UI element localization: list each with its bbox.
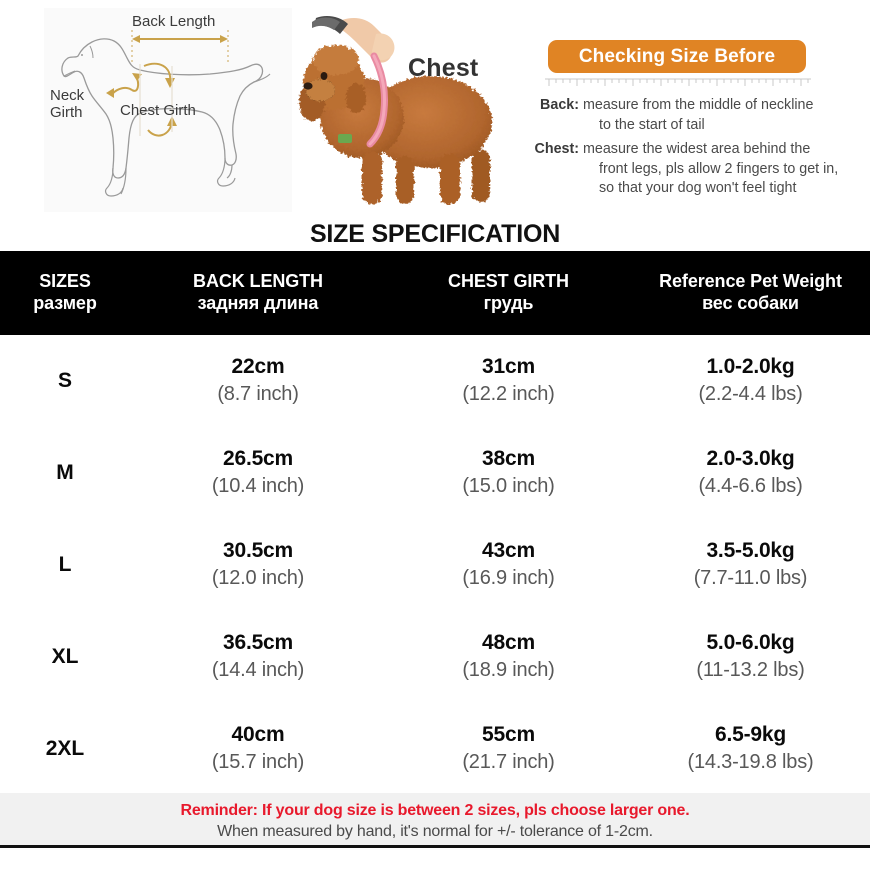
pet-weight-lbs: (7.7-11.0 lbs) [693, 567, 808, 589]
table-cell-pet-weight [631, 354, 870, 408]
chest-girth-inch: (21.7 inch) [462, 751, 555, 773]
table-cell-back-length [130, 538, 386, 592]
back-length-cm: 36.5cm [222, 631, 294, 654]
size-value: S [57, 369, 72, 392]
instruction-chest-line2: front legs, pls allow 2 fingers to get in, [599, 160, 839, 177]
column-header-sizes-en: SIZES [39, 271, 91, 291]
size-value: 2XL [45, 737, 85, 760]
table-cell-back-length [130, 354, 386, 408]
instruction-back [525, 96, 855, 135]
footer-reminder: Reminder: If your dog size is between 2 sizes, pls choose larger one. [180, 802, 690, 819]
table-cell-chest-girth [386, 446, 631, 500]
instruction-list [525, 96, 855, 204]
column-header-chest-girth-ru: грудь [483, 293, 534, 313]
pet-weight-kg: 3.5-5.0kg [706, 539, 795, 562]
checking-size-banner: Checking Size Before Buying [548, 40, 806, 73]
page-title: SIZE SPECIFICATION [309, 220, 561, 248]
table-cell-chest-girth [386, 538, 631, 592]
table-cell-pet-weight [631, 538, 870, 592]
pet-weight-lbs: (11-13.2 lbs) [696, 659, 805, 681]
footer-tolerance: When measured by hand, it's normal for +/- tolerance of 1-2cm. [217, 823, 653, 840]
ruler-icon [543, 75, 813, 91]
back-length-cm: 30.5cm [222, 539, 294, 562]
table-cell-pet-weight [631, 722, 870, 776]
top-illustration-panel [0, 0, 870, 218]
back-length-cm: 22cm [231, 355, 285, 378]
poodle-photo [290, 14, 530, 214]
table-row [0, 519, 870, 611]
table-cell-size [0, 369, 130, 393]
instruction-back-key: Back: [540, 97, 579, 113]
measuring-instructions-panel [525, 30, 855, 210]
pet-weight-lbs: (2.2-4.4 lbs) [698, 383, 803, 405]
instruction-chest-line1: measure the widest area behind the [583, 141, 811, 157]
table-cell-size [0, 461, 130, 485]
chest-girth-inch: (18.9 inch) [462, 659, 555, 681]
size-value: M [56, 461, 74, 484]
table-cell-back-length [130, 630, 386, 684]
table-cell-pet-weight [631, 630, 870, 684]
column-header-chest-girth-en: CHEST GIRTH [448, 271, 569, 291]
table-row [0, 427, 870, 519]
chest-girth-cm: 38cm [482, 447, 535, 470]
photo-label-chest: Chest [408, 54, 479, 82]
instruction-chest-key: Chest: [534, 141, 579, 157]
instruction-back-line1: measure from the middle of neckline [583, 97, 814, 113]
column-header-chest-girth [386, 251, 631, 314]
column-header-back-length [130, 251, 386, 314]
poodle-photo-illustration [290, 14, 530, 214]
chest-girth-cm: 43cm [482, 539, 535, 562]
diagram-label-back-length: Back Length [132, 13, 216, 30]
table-cell-back-length [130, 446, 386, 500]
chest-girth-cm: 55cm [482, 723, 535, 746]
table-cell-size [0, 553, 130, 577]
instruction-chest-line3: so that your dog won't feel tight [599, 180, 797, 196]
table-cell-back-length [130, 722, 386, 776]
back-length-inch: (8.7 inch) [217, 383, 299, 405]
table-row [0, 611, 870, 703]
instruction-back-value [579, 96, 855, 135]
table-cell-size [0, 737, 130, 761]
chest-girth-inch: (16.9 inch) [462, 567, 555, 589]
pet-weight-lbs: (4.4-6.6 lbs) [698, 475, 803, 497]
neck-girth-line1: Neck [50, 87, 85, 104]
pet-weight-kg: 6.5-9kg [715, 723, 786, 746]
column-header-sizes [0, 251, 130, 314]
column-header-sizes-ru: размер [33, 293, 97, 313]
size-value: L [58, 553, 72, 576]
column-header-back-length-en: BACK LENGTH [193, 271, 323, 291]
diagram-label-chest-girth: Chest Girth [120, 102, 196, 119]
table-cell-chest-girth [386, 354, 631, 408]
back-length-inch: (12.0 inch) [211, 567, 305, 589]
back-length-cm: 40cm [231, 723, 285, 746]
chest-girth-inch: (15.0 inch) [462, 475, 555, 497]
table-cell-pet-weight [631, 446, 870, 500]
pet-weight-kg: 1.0-2.0kg [706, 355, 795, 378]
instruction-back-line2: to the start of tail [599, 116, 705, 133]
pet-weight-lbs: (14.3-19.8 lbs) [687, 751, 814, 773]
column-header-pet-weight [631, 251, 870, 314]
bottom-spacer [0, 848, 870, 870]
column-header-pet-weight-ru: вес собаки [702, 293, 799, 313]
pet-weight-kg: 2.0-3.0kg [706, 447, 795, 470]
neck-girth-line2: Girth [50, 103, 83, 121]
dog-measurement-diagram [44, 8, 292, 212]
chest-girth-inch: (12.2 inch) [462, 383, 555, 405]
footer-note [0, 793, 870, 848]
instruction-chest-value [579, 140, 855, 199]
table-row [0, 703, 870, 795]
chest-girth-cm: 31cm [482, 355, 535, 378]
column-header-back-length-ru: задняя длина [197, 293, 319, 313]
table-cell-chest-girth [386, 630, 631, 684]
back-length-cm: 26.5cm [222, 447, 294, 470]
column-header-pet-weight-en: Reference Pet Weight [659, 271, 842, 291]
size-value: XL [51, 645, 79, 668]
chest-girth-cm: 48cm [482, 631, 535, 654]
instruction-chest [525, 140, 855, 199]
pet-weight-kg: 5.0-6.0kg [706, 631, 795, 654]
table-cell-chest-girth [386, 722, 631, 776]
back-length-inch: (14.4 inch) [211, 659, 305, 681]
diagram-label-neck-girth [50, 88, 84, 122]
back-length-inch: (10.4 inch) [211, 475, 305, 497]
size-table-header [0, 251, 870, 335]
table-cell-size [0, 645, 130, 669]
table-row [0, 335, 870, 427]
back-length-inch: (15.7 inch) [211, 751, 305, 773]
